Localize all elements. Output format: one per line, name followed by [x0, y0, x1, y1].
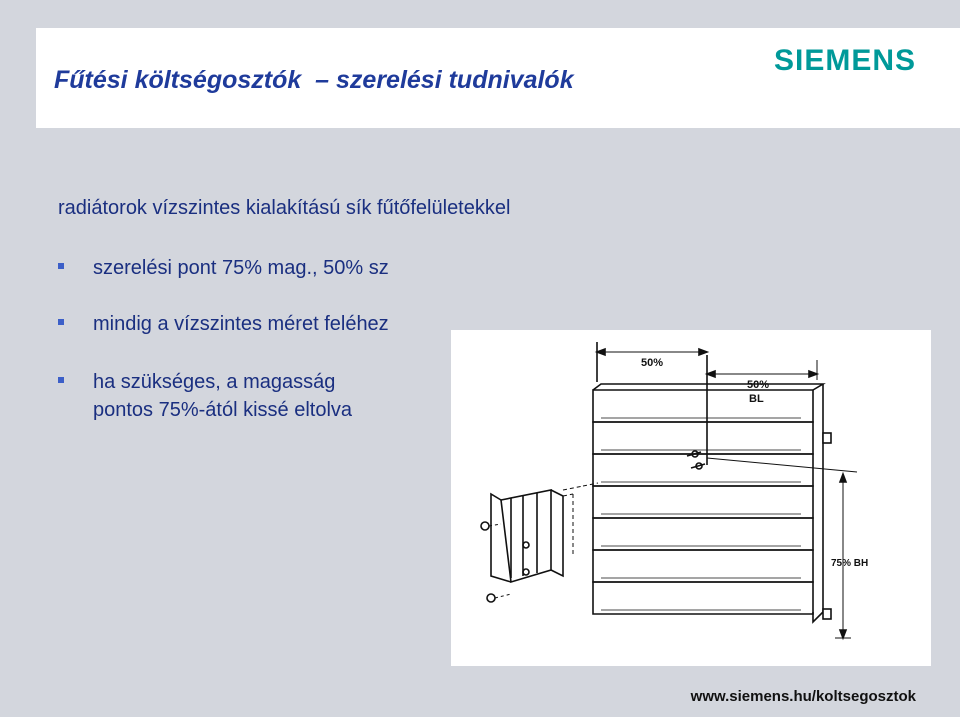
- bullet-square-icon: [58, 377, 64, 383]
- bullet-text-line2: pontos 75%-ától kissé eltolva: [93, 399, 353, 421]
- dimension-label-50pct-bl: 50%: [747, 379, 770, 391]
- footer-url: www.siemens.hu/koltsegosztok: [690, 688, 916, 705]
- dimension-label-bl: BL: [749, 393, 764, 405]
- mounting-bracket: [491, 490, 573, 582]
- bullet-square-icon: [58, 319, 64, 325]
- bullet-square-icon: [58, 263, 64, 269]
- subtitle: radiátorok vízszintes kialakítású sík fűtőfelületekkel: [58, 197, 511, 219]
- radiator-drawing: [451, 330, 931, 666]
- radiator-mounting-diagram: [451, 330, 931, 666]
- bullet-text-line1: ha szükséges, a magasság: [93, 371, 336, 393]
- bullet-text: mindig a vízszintes méret feléhez: [93, 313, 389, 335]
- dimension-label-50pct: 50%: [641, 357, 664, 369]
- dimension-label-75pct-bh: 75% BH: [831, 558, 869, 569]
- header-band: [36, 28, 960, 128]
- page-title: Fűtési költségosztók – szerelési tudnivalók: [54, 66, 574, 94]
- radiator-panels: [593, 384, 823, 622]
- bullet-text: szerelési pont 75% mag., 50% sz: [93, 257, 389, 279]
- siemens-logo: SIEMENS: [773, 44, 916, 77]
